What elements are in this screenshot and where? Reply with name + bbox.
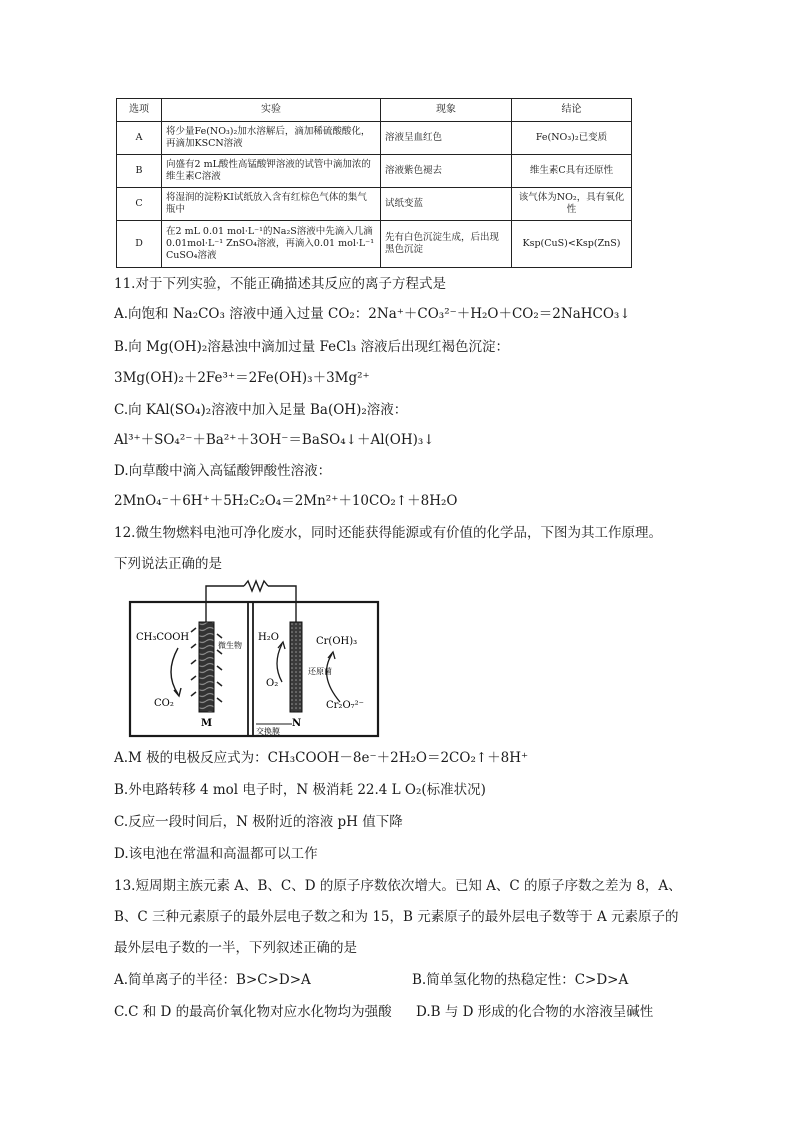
label-membrane: 交换膜 bbox=[256, 727, 280, 736]
table-cell: 先有白色沉淀生成，后出现黑色沉淀 bbox=[381, 221, 512, 268]
label-ch3cooh: CH₃COOH bbox=[136, 632, 190, 643]
table-cell: 溶液紫色褪去 bbox=[381, 155, 512, 188]
q11-option-d: D.向草酸中滴入高锰酸钾酸性溶液： bbox=[114, 463, 332, 479]
q13-option-d: D.B 与 D 形成的化合物的水溶液呈碱性 bbox=[416, 1004, 654, 1020]
table-row bbox=[117, 221, 632, 268]
table-header: 结论 bbox=[512, 99, 632, 122]
arrow-o2-h2o bbox=[277, 644, 282, 682]
label-h2o: H₂O bbox=[258, 632, 279, 643]
q11-option-b: B.向 Mg(OH)₂溶悬浊中滴加过量 FeCl₃ 溶液后出现红褐色沉淀： bbox=[114, 339, 510, 355]
external-wire bbox=[206, 586, 244, 622]
table-header: 选项 bbox=[117, 99, 162, 122]
q11-stem: 11.对于下列实验，不能正确描述其反应的离子方程式是 bbox=[114, 276, 446, 292]
q13-stem: 13.短周期主族元素 A、B、C、D 的原子序数依次增大。已知 A、C 的原子序数之差为 8，A、 bbox=[114, 878, 682, 894]
table-header: 实验 bbox=[162, 99, 381, 122]
q11-option-b-equation: 3Mg(OH)₂＋2Fe³⁺＝2Fe(OH)₃＋3Mg²⁺ bbox=[114, 370, 370, 386]
table-cell: A bbox=[117, 122, 162, 155]
table-cell: B bbox=[117, 155, 162, 188]
electrode-m bbox=[199, 622, 214, 712]
resistor bbox=[244, 581, 268, 591]
arrow-left bbox=[171, 648, 178, 694]
cell-container bbox=[130, 602, 378, 736]
label-reductant: 还原菌 bbox=[308, 667, 332, 676]
q13-option-c: C.C 和 D 的最高价氧化物对应水化物均为强酸 bbox=[114, 1004, 392, 1020]
table-row bbox=[117, 122, 632, 155]
table-cell: 溶液呈血红色 bbox=[381, 122, 512, 155]
table-cell: D bbox=[117, 221, 162, 268]
table-cell: 向盛有2 mL酸性高锰酸钾溶液的试管中滴加浓的维生素C溶液 bbox=[162, 155, 381, 188]
table-cell: 维生素C具有还原性 bbox=[512, 155, 632, 188]
table-row bbox=[117, 155, 632, 188]
label-o2: O₂ bbox=[266, 678, 279, 689]
table-cell: C bbox=[117, 188, 162, 221]
q13-stem-cont: B、C 三种元素原子的最外层电子数之和为 15，B 元素原子的最外层电子数等于 A 元素原子的 bbox=[114, 909, 679, 925]
q12-option-c: C.反应一段时间后，N 极附近的溶液 pH 值下降 bbox=[114, 814, 403, 830]
external-wire bbox=[268, 586, 296, 622]
table-cell: 在2 mL 0.01 mol·L⁻¹的Na₂S溶液中先滴入几滴0.01mol·L⁻¹ ZnSO₄溶液，再滴入0.01 mol·L⁻¹ CuSO₄溶液 bbox=[162, 221, 381, 268]
table-header-row bbox=[117, 99, 632, 122]
label-cr-oh3: Cr(OH)₃ bbox=[316, 636, 358, 647]
experiment-table bbox=[116, 98, 632, 268]
table-cell: Fe(NO₃)₂已变质 bbox=[512, 122, 632, 155]
table-cell: 将少量Fe(NO₃)₂加水溶解后，滴加稀硫酸酸化，再滴加KSCN溶液 bbox=[162, 122, 381, 155]
q12-option-d: D.该电池在常温和高温都可以工作 bbox=[114, 846, 318, 862]
table-cell: 该气体为NO₂，具有氧化性 bbox=[512, 188, 632, 221]
q13-option-a: A.简单离子的半径：B>C>D>A bbox=[114, 972, 311, 988]
label-m: M bbox=[201, 718, 213, 729]
label-n: N bbox=[292, 718, 302, 729]
q12-stem: 12.微生物燃料电池可净化废水，同时还能获得能源或有价值的化学品，下图为其工作原理。 bbox=[114, 525, 662, 541]
q11-option-c: C.向 KAl(SO₄)₂溶液中加入足量 Ba(OH)₂溶液： bbox=[114, 402, 408, 418]
label-cr2o7: Cr₂O₇²⁻ bbox=[326, 700, 364, 711]
q11-option-a: A.向饱和 Na₂CO₃ 溶液中通入过量 CO₂：2Na⁺＋CO₃²⁻＋H₂O＋CO₂＝2NaHCO₃↓ bbox=[114, 306, 631, 322]
label-co2: CO₂ bbox=[154, 698, 174, 709]
table-cell: Ksp(CuS)<Ksp(ZnS) bbox=[512, 221, 632, 268]
electrode-n bbox=[290, 622, 302, 712]
q13-option-b: B.简单氢化物的热稳定性：C>D>A bbox=[412, 972, 629, 988]
table-header: 现象 bbox=[381, 99, 512, 122]
q11-option-d-equation: 2MnO₄⁻＋6H⁺＋5H₂C₂O₄＝2Mn²⁺＋10CO₂↑＋8H₂O bbox=[114, 493, 458, 509]
arrow-cr bbox=[327, 654, 340, 702]
q12-stem-cont: 下列说法正确的是 bbox=[114, 556, 222, 572]
q12-option-a: A.M 极的电极反应式为：CH₃COOH－8e⁻＋2H₂O＝2CO₂↑＋8H⁺ bbox=[114, 750, 529, 766]
q13-stem-cont2: 最外层电子数的一半，下列叙述正确的是 bbox=[114, 940, 357, 956]
table-row bbox=[117, 188, 632, 221]
table-cell: 将湿润的淀粉KI试纸放入含有红棕色气体的集气瓶中 bbox=[162, 188, 381, 221]
q11-option-c-equation: Al³⁺＋SO₄²⁻＋Ba²⁺＋3OH⁻＝BaSO₄↓＋Al(OH)₃↓ bbox=[114, 432, 435, 448]
q12-option-b: B.外电路转移 4 mol 电子时，N 极消耗 22.4 L O₂(标准状况) bbox=[114, 782, 486, 798]
table-cell: 试纸变蓝 bbox=[381, 188, 512, 221]
label-microbe: 微生物 bbox=[218, 641, 242, 650]
fuel-cell-diagram bbox=[126, 578, 384, 738]
